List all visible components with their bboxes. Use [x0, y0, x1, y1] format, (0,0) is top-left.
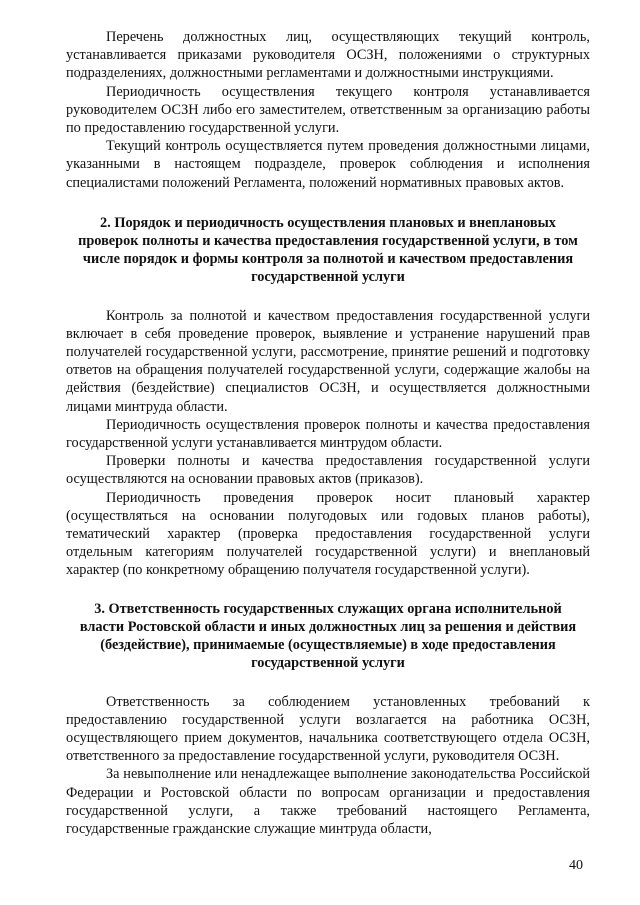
section-2-heading: 2. Порядок и периодичность осуществления плановых и внеплановых проверок полноты и качества предоставления государственной услуги, в том числе порядок и формы контроля за полнотой и качеством предоставления государственной услуги [78, 214, 578, 286]
paragraph: Контроль за полнотой и качеством предоставления государственной услуги включает в себя проведение проверок, выявление и устранение нарушений прав получателей государственной услуги, рассмотрение, принятие решений и подготовку ответов на обращения получателей государственной услуги, содержащие жалобы на действия (бездействие) специалистов ОСЗН, и осуществляется должностными лицами минтруда области. [66, 307, 590, 415]
paragraph: Периодичность осуществления проверок полноты и качества предоставления государственной услуги устанавливается минтрудом области. [66, 416, 590, 452]
paragraph: Текущий контроль осуществляется путем проведения должностными лицами, указанными в настоящем подразделе, проверок соблюдения и исполнения специалистами положений Регламента, положений нормативных правовых актов. [66, 138, 590, 191]
paragraph: Ответственность за соблюдением установленных требований к предоставлению государственной услуги возлагается на работника ОСЗН, осуществляющего прием документов, начальника соответствующего отдела ОСЗН, ответственного за предоставление государственной услуги, руководителя ОСЗН. [66, 693, 590, 765]
paragraph: Проверки полноты и качества предоставления государственной услуги осуществляются на основании правовых актов (приказов). [66, 453, 590, 488]
paragraph: За невыполнение или ненадлежащее выполнение законодательства Российской Федерации и Ростовской области по вопросам организации и предоставления государственной услуги, а также требований настоящего Регламента, государственные гражданские служащие минтруда области, [66, 766, 590, 837]
paragraph: Периодичность осуществления текущего контроля устанавливается руководителем ОСЗН либо его заместителем, ответственным за организацию работы по предоставлению государственной услуги. [66, 83, 590, 137]
paragraph: Перечень должностных лиц, осуществляющих текущий контроль, устанавливается приказами руководителя ОСЗН, положениями о структурных подразделениях, должностными регламентами и должностными инструкциями. [66, 29, 590, 82]
paragraph: Периодичность проведения проверок носит плановый характер (осуществляться на основании полугодовых или годовых планов работы), тематический характер (проверка предоставления государственной услуги отдельным категориям получателей государственной услуги) и внеплановый характер (по конкретному обращению получателя государственной услуги). [66, 489, 590, 579]
page-number: 40 [569, 858, 583, 873]
section-3-heading: 3. Ответственность государственных служащих органа исполнительной власти Ростовской области и иных должностных лиц за решения и действия (бездействие), принимаемые (осуществляемые) в ходе предоставления государственной услуги [79, 600, 577, 672]
